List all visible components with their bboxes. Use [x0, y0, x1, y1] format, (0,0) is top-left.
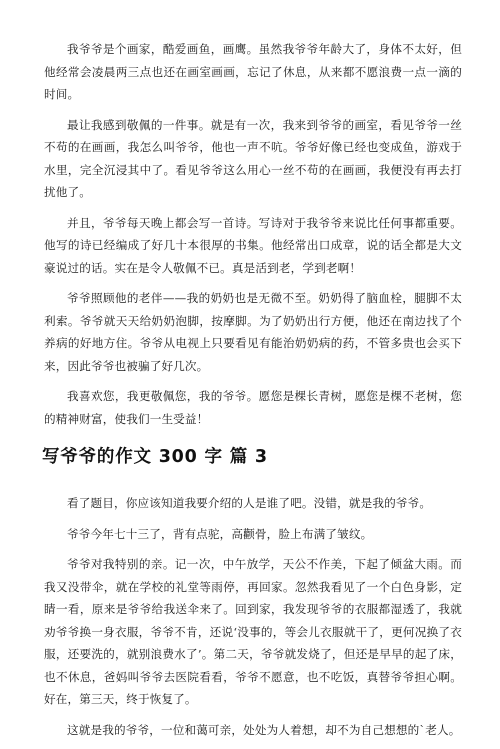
article-2	[44, 492, 462, 741]
paragraph: 最让我感到敬佩的一件事。就是有一次，我来到爷爷的画室，看见爷爷一丝不苟的在画画，我怎么叫爷爷，他也一声不吭。爷爷好像已经也变成鱼，游戏于水里，完全沉浸其中了。看见爷爷这么用心一丝不苟的在画画，我便没有再去打扰他了。	[44, 117, 462, 199]
article-1	[44, 38, 462, 430]
paragraph: 爷爷今年七十三了，背有点驼，高颧骨，脸上布满了皱纹。	[67, 526, 373, 541]
paragraph: 我喜欢您，我更敬佩您，我的爷爷。愿您是棵长青树，愿您是棵不老树，您的精神财富，使我们一生受益！	[44, 389, 462, 426]
paragraph: 看了题目，你应该知道我要介绍的人是谁了吧。没错，就是我的爷爷。	[67, 496, 432, 510]
paragraph: 我爷爷是个画家，酷爱画鱼，画鹰。虽然我爷爷年龄大了，身体不太好，但他经常会凌晨两三点也还在画室画画，忘记了休息，从来都不愿浪费一点一滴的时间。	[44, 42, 462, 101]
section-heading: 写爷爷的作文 300 字 篇 3	[42, 447, 268, 467]
paragraph: 这就是我的爷爷，一位和蔼可亲，处处为人着想，却不为自己想想的`老人。	[67, 722, 461, 737]
paragraph: 并且，爷爷每天晚上都会写一首诗。写诗对于我爷爷来说比任何事都重要。他写的诗已经编成了好几十本很厚的书集。他经常出口成章，说的话全都是大文豪说过的话。实在是令人敬佩不已。真是活到老，学到老啊！	[44, 215, 462, 275]
document-page	[44, 38, 462, 749]
paragraph: 爷爷对我特别的亲。记一次，中午放学，天公不作美，下起了倾盆大雨。而我又没带伞，就在学校的礼堂等雨停，再回家。忽然我看见了一个白色身影，定睛一看，原来是爷爷给我送伞来了。回到家，我发现爷爷的衣服都湿透了，我就劝爷爷换一身衣服，爷爷不肯，还说‘没事的，等会儿衣服就干了，更何况换了衣服，还要洗的，就别浪费水了’。第二天，爷爷就发烧了，但还是早早的起了床，也不休息，爸妈叫爷爷去医院看看，爷爷不愿意，也不吃饭，真替爷爷担心啊。好在，第三天，终于恢复了。	[44, 557, 462, 706]
paragraph: 爷爷照顾他的老伴——我的奶奶也是无微不至。奶奶得了脑血栓，腿脚不太利索。爷爷就天天给奶奶泡脚，按摩脚。为了奶奶出行方便，他还在南边找了个养病的好地方住。爷爷从电视上只要看见有能治奶奶病的药，不管多贵也会买下来，因此爷爷也被骗了好几次。	[44, 291, 462, 373]
